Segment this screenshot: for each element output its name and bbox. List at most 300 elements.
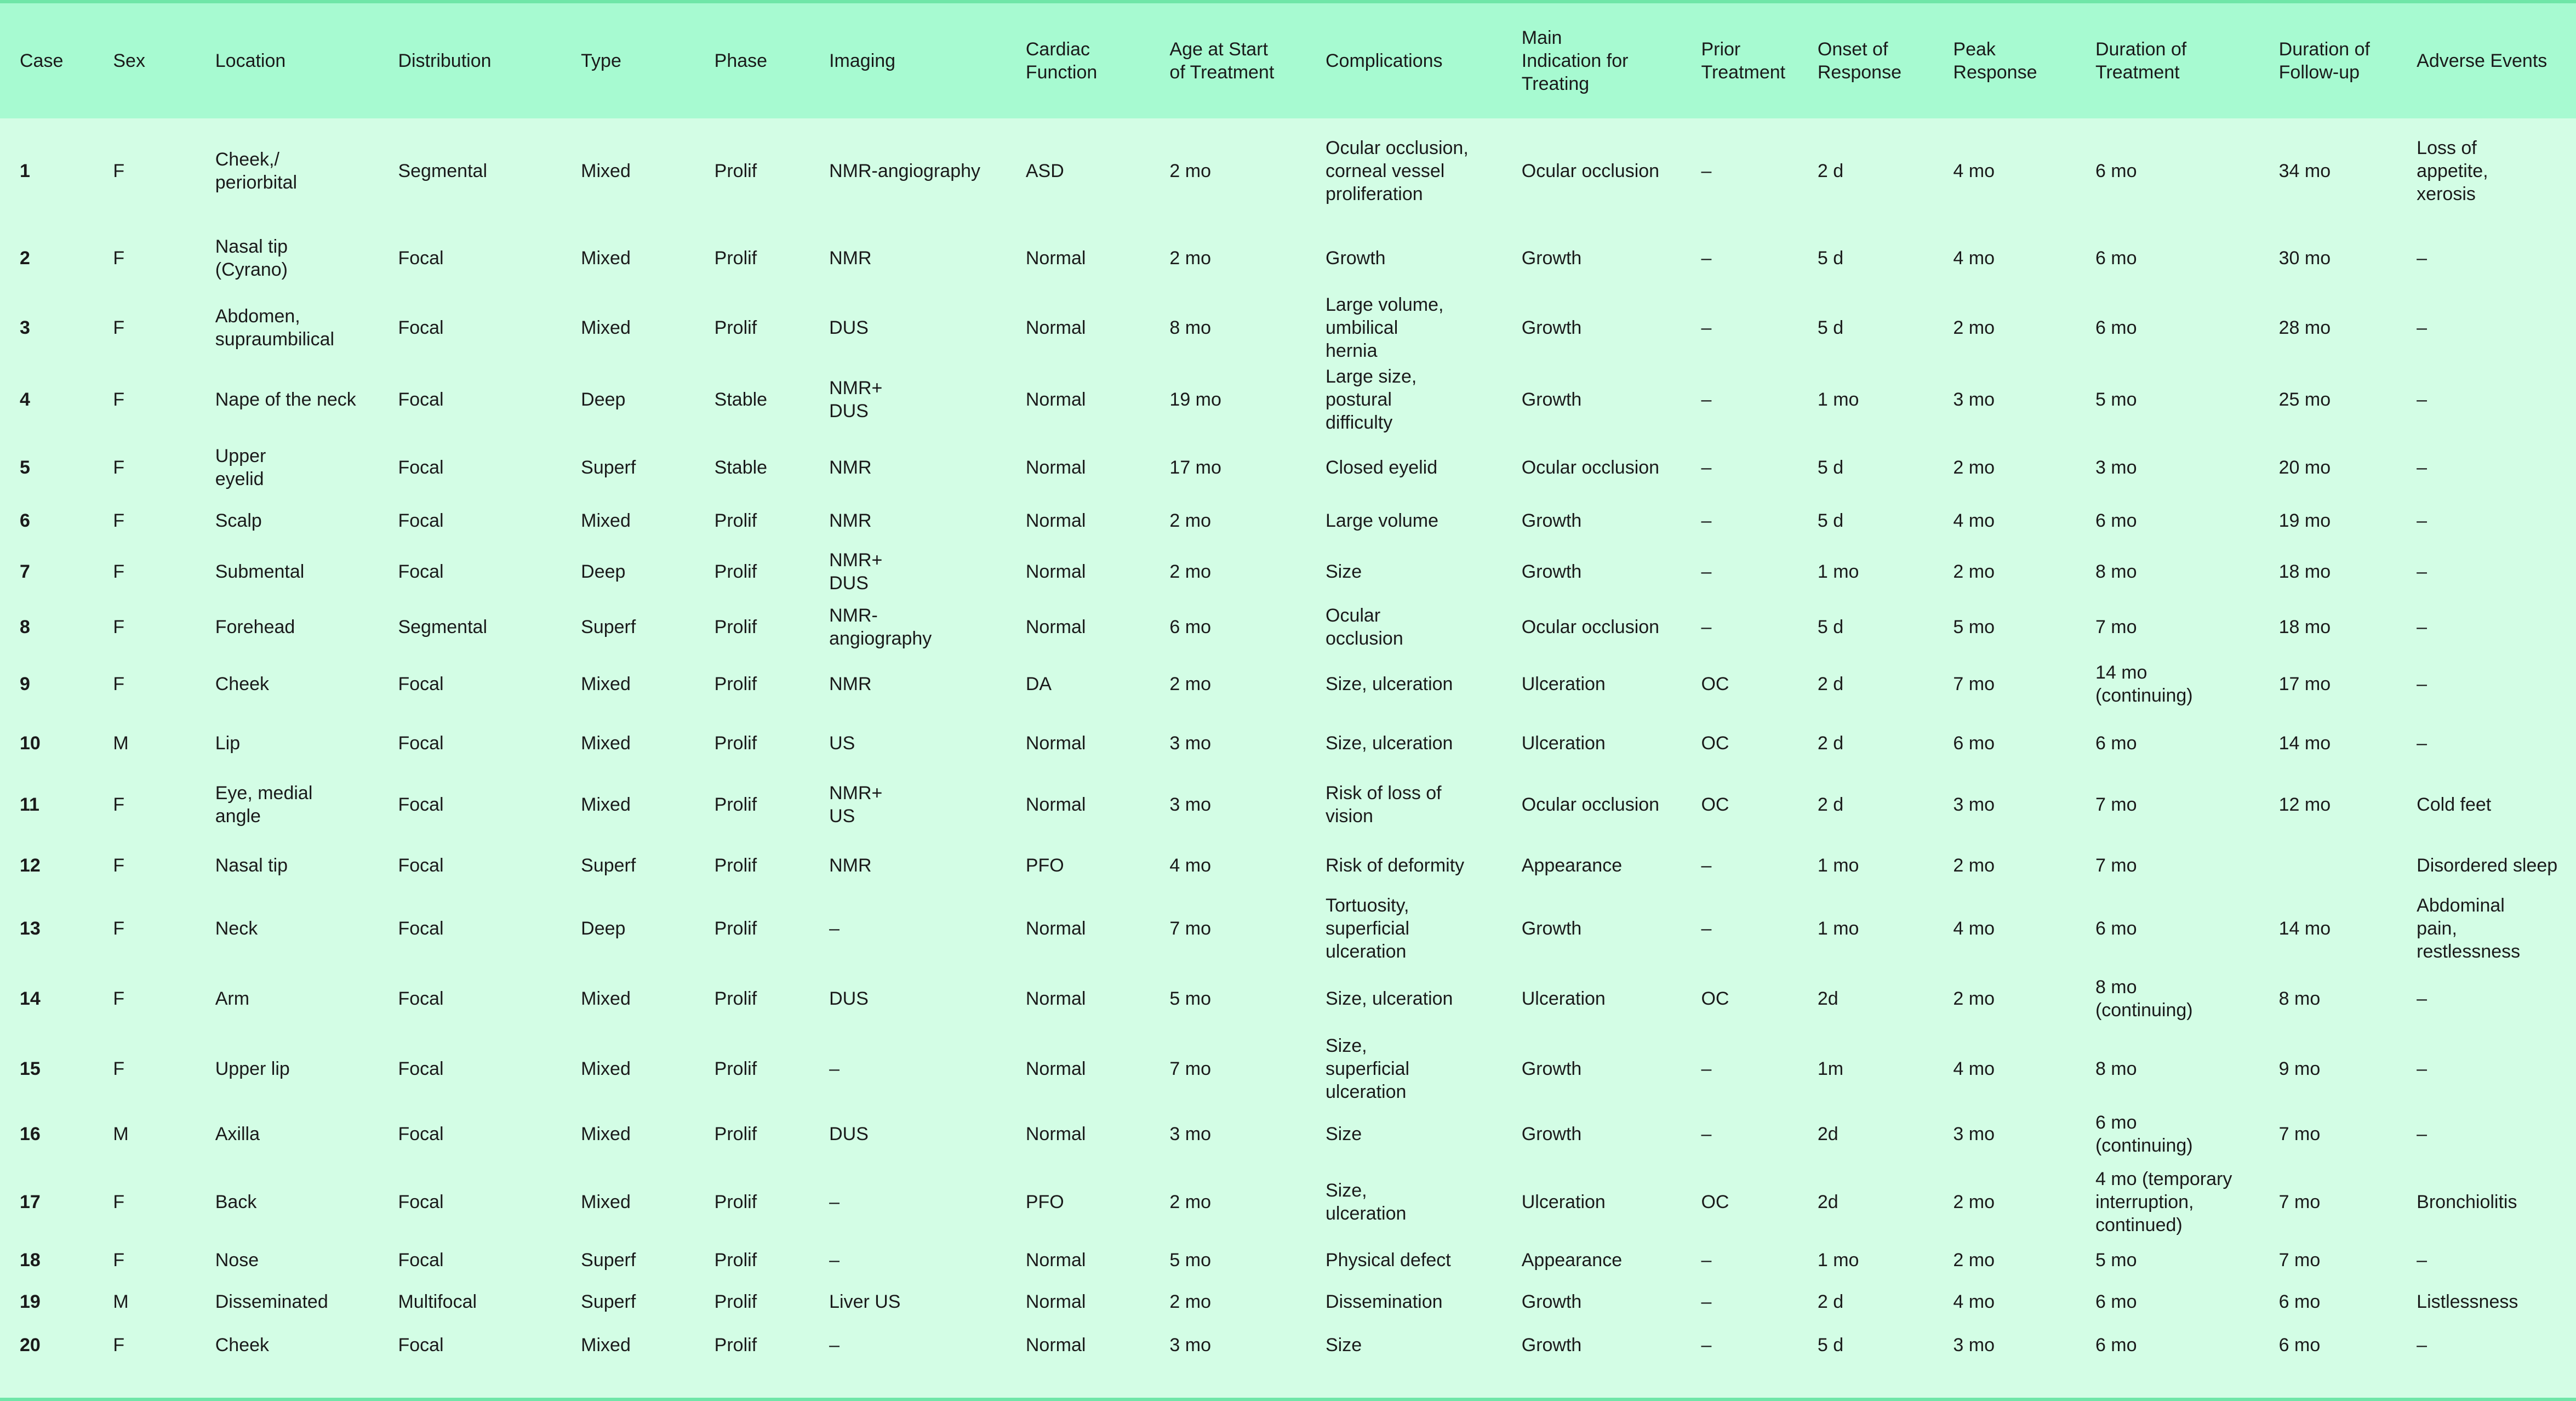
table-cell: F [113,248,125,269]
table-cell: Focal [398,1191,444,1212]
case-number-cell: 1 [20,160,30,181]
table-cell: – [829,1058,840,1079]
column-header: Cardiac Function [1025,39,1098,83]
table-cell: Focal [398,317,444,338]
table-cell: NMR [829,855,872,876]
table-cell: Prolif [714,1291,757,1312]
table-cell: Nasal tip (Cyrano) [215,236,288,280]
table-cell: 5 d [1817,248,1844,269]
table-row [0,1164,2576,1239]
table-cell: Multifocal [398,1291,477,1312]
table-cell: 5 mo [1169,1250,1211,1271]
table-cell: F [113,988,125,1009]
table-cell: 6 mo [2095,510,2137,531]
case-number-cell: 6 [20,510,30,531]
table-cell: Segmental [398,160,487,181]
table-cell: Stable [714,457,768,478]
table-cell: 28 mo [2278,317,2331,338]
table-cell: 3 mo [1953,1335,1995,1356]
table-cell: – [829,1250,840,1271]
table-cell: Superf [581,855,636,876]
table-cell: Prolif [714,918,757,939]
table-cell: Normal [1025,1123,1086,1144]
table-cell: 3 mo [1169,1335,1211,1356]
table-cell: Cold feet [2417,794,2492,815]
table-row [0,1239,2576,1281]
table-header [0,3,2576,118]
table-cell: 7 mo [1169,1058,1211,1079]
table-cell: Liver US [829,1291,901,1312]
table-cell: 6 mo [2095,248,2137,269]
table-row [0,223,2576,293]
table-cell: 9 mo [2278,1058,2321,1079]
table-cell: Superf [581,1291,636,1312]
case-number-cell: 10 [20,732,41,754]
table-cell: Prolif [714,674,757,694]
table-row [0,543,2576,600]
table-cell: Growth [1521,918,1582,939]
table-cell: 7 mo [1953,674,1995,694]
table-cell: 1 mo [1817,389,1859,410]
table-cell: 7 mo [2095,794,2137,815]
table-cell: 7 mo [2278,1123,2321,1144]
table-cell: 2 d [1817,1291,1844,1312]
table-cell: – [1701,1291,1712,1312]
table-cell: 4 mo [1953,248,1995,269]
table-cell: OC [1701,1191,1729,1212]
table-cell: Nape of the neck [215,389,356,410]
table-cell: 2 mo [1953,1250,1995,1271]
table-cell: Prolif [714,317,757,338]
table-cell: 1 mo [1817,561,1859,582]
case-number-cell: 2 [20,248,30,269]
table-cell: Deep [581,389,626,410]
table-cell: Ocular occlusion [1521,457,1660,478]
table-cell: Cheek [215,1335,270,1356]
table-cell: Back [215,1191,257,1212]
table-cell: 5 mo [2095,1250,2137,1271]
table-cell: F [113,1058,125,1079]
table-cell: – [829,918,840,939]
table-cell: – [1701,617,1712,637]
table-cell: Size [1326,1335,1362,1356]
table-cell: 2 mo [1953,855,1995,876]
table-cell: Normal [1025,1291,1086,1312]
table-cell: PFO [1025,1191,1064,1212]
table-cell: 4 mo [1953,510,1995,531]
table-cell: Normal [1025,561,1086,582]
table-cell: Ocular occlusion [1521,617,1660,637]
case-number-cell: 16 [20,1123,41,1144]
table-cell: 8 mo [2278,988,2321,1009]
table-cell: Focal [398,855,444,876]
table-cell: 2 mo [1169,510,1211,531]
table-cell: NMR- angiography [829,605,932,649]
column-header: Sex [113,50,145,71]
table-cell: 4 mo [1953,1058,1995,1079]
table-cell: Size, ulceration [1326,988,1453,1009]
table-cell: Appearance [1521,1250,1623,1271]
table-cell: – [2417,1123,2428,1144]
table-cell: Focal [398,988,444,1009]
table-cell: Nasal tip [215,855,288,876]
table-cell: 7 mo [2278,1191,2321,1212]
table-cell: DUS [829,988,869,1009]
table-cell: Neck [215,918,258,939]
table-cell: Mixed [581,674,631,694]
column-header: Location [215,50,286,71]
table-row [0,498,2576,543]
table-row [0,118,2576,223]
table-cell: – [829,1335,840,1356]
table-cell: – [1701,248,1712,269]
table-cell: Normal [1025,1058,1086,1079]
column-header: Adverse Events [2417,50,2548,71]
table-cell: 17 mo [2278,674,2331,694]
table-cell: 5 d [1817,1335,1844,1356]
case-number-cell: 5 [20,457,30,478]
table-cell: 4 mo (temporary interruption, continued) [2095,1168,2232,1235]
table-cell: 6 mo [2095,317,2137,338]
table-cell: 4 mo [1953,1291,1995,1312]
table-cell: – [1701,918,1712,939]
table-cell: – [1701,561,1712,582]
table-cell: Ocular occlusion, corneal vessel proliferation [1326,137,1469,204]
table-cell: 3 mo [1953,1123,1995,1144]
table-cell: 8 mo [2095,561,2137,582]
table-cell: Growth [1521,561,1582,582]
case-table [0,3,2576,1368]
table-cell: Prolif [714,794,757,815]
table-cell: – [1701,160,1712,181]
table-row [0,1281,2576,1323]
table-cell: – [2417,732,2428,754]
table-cell: 6 mo [1169,617,1211,637]
table-cell: Normal [1025,794,1086,815]
table-cell: Normal [1025,457,1086,478]
table-cell: – [1701,1123,1712,1144]
table-cell: 8 mo (continuing) [2095,977,2193,1021]
table-cell: M [113,1123,129,1144]
table-cell: Focal [398,457,444,478]
table-cell: 3 mo [1169,1123,1211,1144]
table-cell: Normal [1025,248,1086,269]
table-cell: F [113,855,125,876]
table-cell: – [2417,674,2428,694]
table-row [0,362,2576,437]
table-cell: 2 mo [1953,988,1995,1009]
table-cell: 2 mo [1169,1191,1211,1212]
table-cell: Ulceration [1521,732,1606,754]
table-row [0,894,2576,963]
case-number-cell: 4 [20,389,30,410]
table-cell: – [2417,1058,2428,1079]
table-cell: Prolif [714,561,757,582]
table-cell: Physical defect [1326,1250,1451,1271]
table-cell: – [2417,457,2428,478]
case-number-cell: 14 [20,988,41,1009]
table-cell: 6 mo [1953,732,1995,754]
case-number-cell: 3 [20,317,30,338]
table-cell: Growth [1521,1058,1582,1079]
table-cell: Growth [1521,1335,1582,1356]
table-cell: Appearance [1521,855,1623,876]
table-cell: 5 mo [1953,617,1995,637]
column-header: Distribution [398,50,492,71]
table-cell: Size [1326,561,1362,582]
table-cell: 17 mo [1169,457,1221,478]
case-number-cell: 12 [20,855,41,876]
table-cell: 8 mo [2095,1058,2137,1079]
table-cell: Risk of loss of vision [1326,782,1442,827]
table-cell: 2 d [1817,674,1844,694]
table-cell: Growth [1521,389,1582,410]
table-cell: F [113,918,125,939]
table-cell: Prolif [714,1250,757,1271]
table-cell: Mixed [581,794,631,815]
table-cell: OC [1701,794,1729,815]
table-cell: Superf [581,457,636,478]
table-cell: F [113,794,125,815]
table-cell: – [829,1191,840,1212]
case-number-cell: 17 [20,1191,41,1212]
table-cell: Bronchiolitis [2417,1191,2517,1212]
table-cell: Scalp [215,510,262,531]
table-cell: NMR [829,457,872,478]
table-cell: Mixed [581,732,631,754]
table-cell: Deep [581,561,626,582]
table-cell: 2 mo [1953,561,1995,582]
table-cell: Dissemination [1326,1291,1443,1312]
table-cell: – [1701,317,1712,338]
table-cell: Normal [1025,1335,1086,1356]
table-cell: DA [1025,674,1052,694]
table-cell: NMR-angiography [829,160,981,181]
table-cell: 5 d [1817,617,1844,637]
table-cell: 12 mo [2278,794,2331,815]
table-cell: Focal [398,389,444,410]
table-cell: Growth [1521,248,1582,269]
table-cell: 2d [1817,988,1838,1009]
column-header: Type [581,50,621,71]
table-cell: Abdominal pain, restlessness [2417,895,2521,962]
table-cell: Normal [1025,988,1086,1009]
table-cell: M [113,732,129,754]
table-cell: Arm [215,988,250,1009]
table-cell: Mixed [581,1123,631,1144]
table-cell: OC [1701,674,1729,694]
table-cell: 6 mo [2095,918,2137,939]
table-cell: Normal [1025,389,1086,410]
table-cell: Mixed [581,1058,631,1079]
table-cell: 2 mo [1169,561,1211,582]
table-cell: Mixed [581,317,631,338]
table-cell: 20 mo [2278,457,2331,478]
table-cell: Large size, postural difficulty [1326,366,1417,433]
table-row [0,600,2576,654]
table-cell: Size, ulceration [1326,732,1453,754]
table-cell: 3 mo [1169,794,1211,815]
table-cell: Prolif [714,1123,757,1144]
table-cell: Loss of appetite, xerosis [2417,137,2488,204]
table-cell: 4 mo [1953,918,1995,939]
table-cell: 6 mo (continuing) [2095,1112,2193,1156]
table-cell: Abdomen, supraumbilical [215,306,335,350]
table-row [0,714,2576,772]
column-header: Duration of Treatment [2095,39,2187,83]
table-cell: Prolif [714,160,757,181]
table-cell: – [1701,1335,1712,1356]
table-cell: – [2417,1335,2428,1356]
table-cell: F [113,457,125,478]
table-row [0,654,2576,714]
table-cell: – [1701,1058,1712,1079]
table-cell: Prolif [714,1191,757,1212]
table-cell: F [113,561,125,582]
table-cell: 2 d [1817,794,1844,815]
table-row [0,772,2576,837]
case-number-cell: 20 [20,1335,41,1356]
case-number-cell: 13 [20,918,41,939]
table-cell: Disseminated [215,1291,328,1312]
table-cell: – [1701,510,1712,531]
table-cell: F [113,674,125,694]
table-cell: 1 mo [1817,855,1859,876]
table-cell: Focal [398,561,444,582]
case-number-cell: 7 [20,561,30,582]
table-cell: Focal [398,732,444,754]
table-cell: Mixed [581,1191,631,1212]
table-row [0,437,2576,498]
table-cell: Lip [215,732,241,754]
table-cell: Segmental [398,617,487,637]
table-cell: – [2417,389,2428,410]
table-cell: 7 mo [2278,1250,2321,1271]
table-cell: NMR+ DUS [829,550,883,594]
table-cell: NMR [829,248,872,269]
table-cell: Prolif [714,617,757,637]
table-cell: Disordered sleep [2417,855,2558,876]
table-cell: NMR [829,510,872,531]
table-cell: 7 mo [1169,918,1211,939]
table-cell: Ulceration [1521,988,1606,1009]
table-cell: 2 mo [1169,248,1211,269]
column-header: Phase [714,50,768,71]
case-number-cell: 11 [20,794,39,815]
table-cell: Listlessness [2417,1291,2518,1312]
table-cell: F [113,1335,125,1356]
table-cell: Upper lip [215,1058,290,1079]
table-cell: OC [1701,732,1729,754]
table-cell: 4 mo [1169,855,1211,876]
table-cell: Normal [1025,918,1086,939]
table-cell: 19 mo [2278,510,2331,531]
column-header: Imaging [829,50,896,71]
table-cell: – [1701,855,1712,876]
table-cell: 6 mo [2278,1335,2321,1356]
table-cell: 5 mo [2095,389,2137,410]
table-cell: 2 mo [1953,1191,1995,1212]
table-cell: Focal [398,1123,444,1144]
table-cell: Forehead [215,617,295,637]
table-cell: 18 mo [2278,617,2331,637]
table-cell: US [829,732,855,754]
table-cell: F [113,389,125,410]
table-cell: 25 mo [2278,389,2331,410]
table-cell: 3 mo [2095,457,2137,478]
table-cell: NMR [829,674,872,694]
table-cell: 14 mo (continuing) [2095,662,2193,706]
table-cell: Tortuosity, superficial ulceration [1326,895,1410,962]
table-cell: Growth [1521,1291,1582,1312]
table-cell: Prolif [714,510,757,531]
table-cell: Growth [1521,510,1582,531]
case-number-cell: 15 [20,1058,41,1079]
table-cell: NMR+ DUS [829,378,883,422]
table-cell: 18 mo [2278,561,2331,582]
table-cell: 2 mo [1953,317,1995,338]
table-cell: – [2417,988,2428,1009]
table-cell: 1 mo [1817,918,1859,939]
table-cell: Size, superficial ulceration [1326,1035,1410,1102]
column-header: Case [20,50,64,71]
table-cell: Prolif [714,988,757,1009]
table-cell: Nose [215,1250,259,1271]
table-cell: Normal [1025,1250,1086,1271]
table-cell: 6 mo [2095,1335,2137,1356]
table-cell: ASD [1025,160,1064,181]
table-cell: Large volume, umbilical hernia [1326,294,1444,361]
table-cell: Prolif [714,732,757,754]
table-cell: Focal [398,794,444,815]
table-cell: Focal [398,510,444,531]
column-header: Complications [1326,50,1443,71]
table-cell: 6 mo [2095,732,2137,754]
table-cell: 2 d [1817,732,1844,754]
table-cell: 2d [1817,1191,1838,1212]
table-cell: Risk of deformity [1326,855,1465,876]
table-row [0,1323,2576,1368]
table-cell: 8 mo [1169,317,1211,338]
table-cell: 1m [1817,1058,1844,1079]
table-cell: Superf [581,617,636,637]
table-cell: Size, ulceration [1326,1180,1407,1224]
table-cell: – [2417,617,2428,637]
column-header: Prior Treatment [1701,39,1786,83]
table-cell: – [1701,389,1712,410]
table-cell: Growth [1326,248,1386,269]
table-cell: – [1701,457,1712,478]
table-row [0,837,2576,894]
table-cell: Normal [1025,510,1086,531]
table-cell: 5 d [1817,510,1844,531]
table-cell: 6 mo [2278,1291,2321,1312]
table-cell: F [113,1191,125,1212]
table-cell: Normal [1025,732,1086,754]
table-cell: Large volume [1326,510,1439,531]
table-cell: 2 mo [1953,457,1995,478]
table-cell: 2 mo [1169,1291,1211,1312]
table-cell: F [113,510,125,531]
table-cell: 6 mo [2095,1291,2137,1312]
table-cell: Size, ulceration [1326,674,1453,694]
table-cell: Normal [1025,617,1086,637]
table-cell: Focal [398,1335,444,1356]
table-cell: 5 mo [1169,988,1211,1009]
table-cell: F [113,1250,125,1271]
table-cell: 3 mo [1953,794,1995,815]
table-cell: DUS [829,317,869,338]
